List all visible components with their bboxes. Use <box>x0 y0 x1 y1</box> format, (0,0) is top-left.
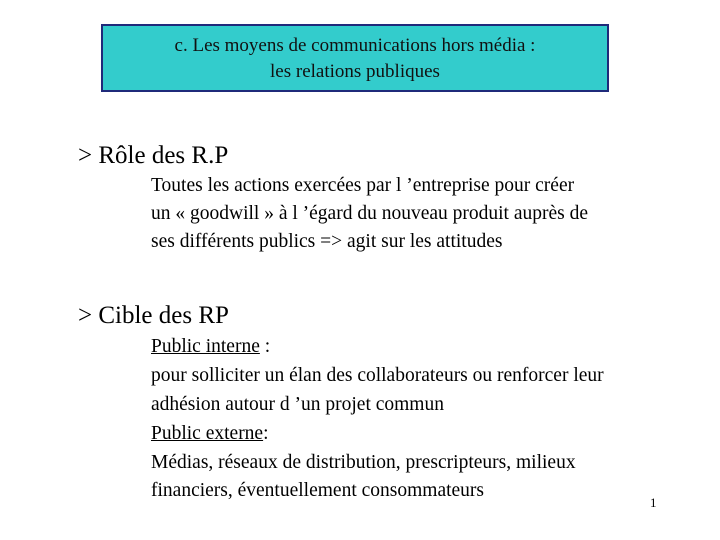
public-externe-label: Public externe <box>151 423 264 444</box>
page-number: 1 <box>650 495 657 510</box>
externe-text-line-1: Médias, réseaux de distribution, prescripteurs, milieux <box>151 452 576 473</box>
public-externe-suffix: : <box>263 423 269 444</box>
section-heading-role: > Rôle des R.P <box>78 142 229 169</box>
interne-text-line-1: pour solliciter un élan des collaborateurs ou renforcer leur <box>151 365 604 386</box>
slide-title-line-1: c. Les moyens de communications hors média : <box>174 35 536 56</box>
public-interne-line <box>151 333 270 361</box>
public-interne-suffix: : <box>259 336 271 357</box>
public-externe-line <box>151 420 269 448</box>
role-text-line-3: ses différents publics => agit sur les attitudes <box>151 231 503 252</box>
interne-text-line-2: adhésion autour d ’un projet commun <box>151 394 444 415</box>
public-interne-label: Public interne <box>151 336 260 357</box>
slide-title-line-2: les relations publiques <box>270 61 440 82</box>
role-text-line-1: Toutes les actions exercées par l ’entreprise pour créer <box>151 175 575 196</box>
role-text-line-2: un « goodwill » à l ’égard du nouveau produit auprès de <box>151 203 589 224</box>
externe-text-line-2: financiers, éventuellement consommateurs <box>151 480 485 501</box>
slide-title-box <box>101 24 609 92</box>
section-heading-cible: > Cible des RP <box>78 302 229 329</box>
